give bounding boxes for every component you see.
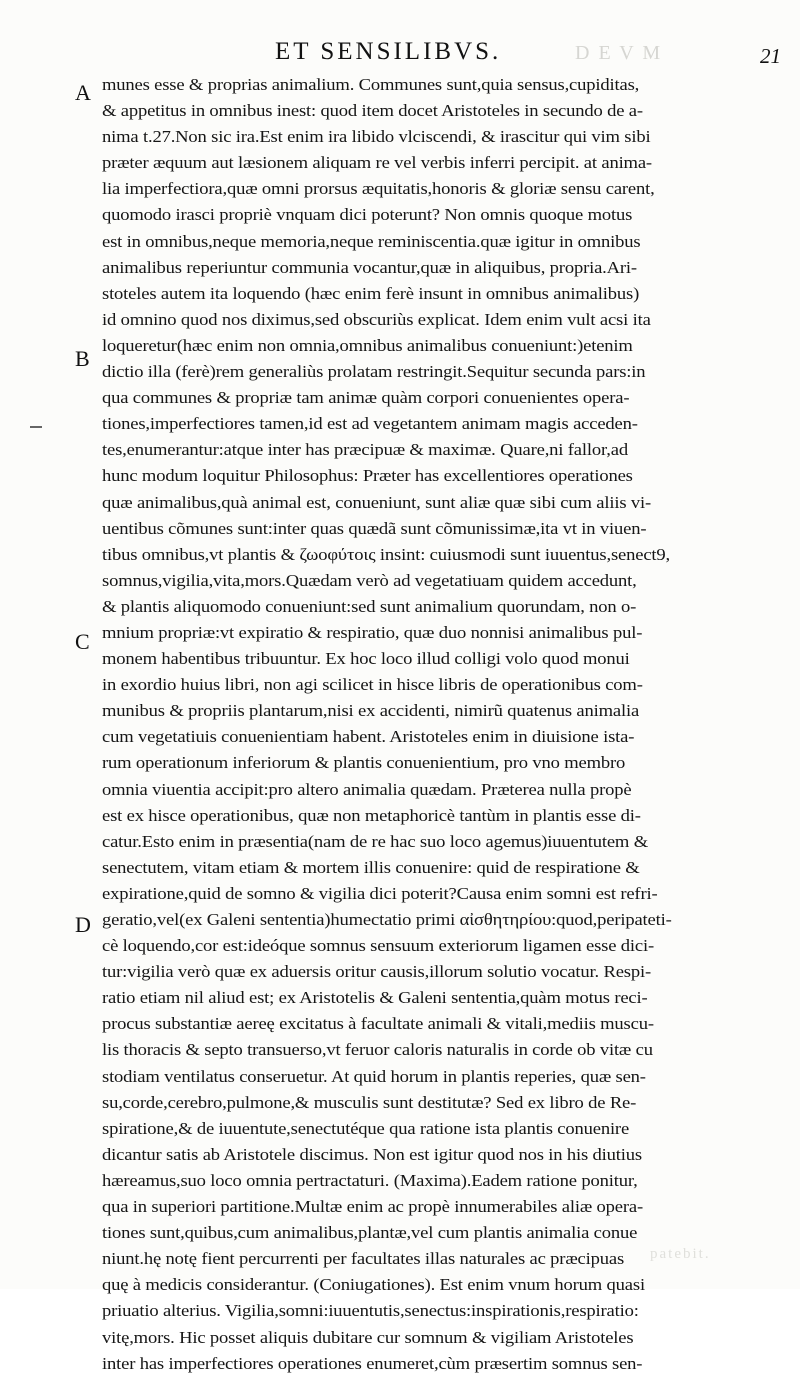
margin-mark xyxy=(30,426,42,428)
text-line: tur:vigilia verò quæ ex aduersis oritur causis,illorum solutio vocatur. Respi- xyxy=(102,962,652,982)
text-line: su,corde,cerebro,pulmone,& musculis sunt destitutæ? Sed ex libro de Re- xyxy=(102,1092,637,1112)
text-line: quę à medicis considerantur. (Coniugationes). Est enim vnum horum quasi xyxy=(102,1275,645,1295)
text-line: ratio etiam nil aliud est; ex Aristotelis & Galeni sententia,quàm motus reci- xyxy=(102,988,648,1008)
text-line: cè loquendo,cor est:ideóque somnus sensuum exteriorum ligamen esse dici- xyxy=(102,936,655,956)
text-line: hæreamus,suo loco omnia pertractaturi. (Maxima).Eadem ratione ponitur, xyxy=(102,1170,638,1190)
page-number: 21 xyxy=(760,44,781,68)
body-text xyxy=(102,72,730,1377)
text-line: procus substantiæ aereę excitatus à facultate animali & vitali,mediis muscu- xyxy=(102,1014,654,1034)
text-line: munes esse & proprias animalium. Communes sunt,quia sensus,cupiditas, xyxy=(102,75,640,94)
text-line: stodiam ventilatus conseruetur. At quid horum in plantis reperies, quæ sen- xyxy=(102,1066,646,1086)
text-line: monem habentibus tribuuntur. Ex hoc loco illud colligi volo quod monui xyxy=(102,649,630,669)
text-line: uentibus cõmunes sunt:inter quas quædã sunt cõmunissimæ,ita vt in viuen- xyxy=(102,518,647,538)
running-head: ET SENSILIBVS. xyxy=(275,38,502,65)
text-line: nima t.27.Non sic ira.Est enim ira libido vlciscendi, & irascitur qui vim sibi xyxy=(102,127,651,147)
text-line: geratio,vel(ex Galeni sententia)humectatio primi αἰσθητηρίου:quod,peripateti- xyxy=(102,910,672,929)
text-line: munibus & propriis plantarum,nisi ex accidenti, nimirũ quatenus animalia xyxy=(102,701,640,721)
text-line: tes,enumerantur:atque inter has præcipuæ & maximæ. Quare,ni fallor,ad xyxy=(102,440,628,460)
text-line: tiones,imperfectiores tamen,id est ad vegetantem animam magis acceden- xyxy=(102,414,638,434)
text-line: catur.Esto enim in præsentia(nam de re hac suo loco agemus)iuuentutem & xyxy=(102,831,648,851)
show-through-text: D E V M xyxy=(575,42,663,64)
text-line: lis thoracis & septo transuerso,vt feruor caloris naturalis in corde ob vitæ cu xyxy=(102,1040,653,1060)
text-line: vitę,mors. Hic posset aliquis dubitare cur somnum & vigiliam Aristoteles xyxy=(102,1327,634,1347)
text-line: est ex hisce operationibus, quæ non metaphoricè tantùm in plantis esse di- xyxy=(102,805,641,825)
text-line: lia imperfectiora,quæ omni prorsus æquitatis,honoris & gloriæ sensu carent, xyxy=(102,179,655,199)
text-line: est in omnibus,neque memoria,neque reminiscentia.quæ igitur in omnibus xyxy=(102,231,641,251)
margin-marker-c: C xyxy=(75,629,90,654)
text-line: mnium propriæ:vt expiratio & respiratio, quæ duo nonnisi animalibus pul- xyxy=(102,622,643,642)
text-line: spiratione,& de iuuentute,senectutéque qua ratione ista plantis conuenire xyxy=(102,1118,630,1138)
text-line: tiones sunt,quibus,cum animalibus,plantæ,vel cum plantis animalia conue xyxy=(102,1223,638,1243)
text-line: qua communes & propriæ tam animæ quàm corpori conuenientes opera- xyxy=(102,388,630,408)
text-line: quomodo irasci propriè vnquam dici poterunt? Non omnis quoque motus xyxy=(102,205,633,225)
text-line: loqueretur(hæc enim non omnia,omnibus animalibus conueniunt:)etenim xyxy=(102,335,633,355)
text-line: rum operationum inferiorum & plantis conuenientium, pro vno membro xyxy=(102,753,626,773)
text-line: dictio illa (ferè)rem generaliùs prolatam restringit.Sequitur secunda pars:in xyxy=(102,362,646,382)
text-line: tibus omnibus,vt plantis & ζωοφύτοις insint: cuiusmodi sunt iuuentus,senect9, xyxy=(102,544,671,564)
text-line: niunt.hę notę fient percurrenti per facultates illas naturales ac præcipuas xyxy=(102,1249,625,1269)
text-line: dicantur satis ab Aristotele discimus. Non est igitur quod nos in his diutius xyxy=(102,1144,642,1164)
text-line: qua in superiori partitione.Multæ enim ac propè innumerabiles aliæ opera- xyxy=(102,1197,644,1217)
text-line: stoteles autem ita loquendo (hæc enim ferè insunt in omnibus animalibus) xyxy=(102,283,640,303)
text-line: somnus,vigilia,vita,mors.Quædam verò ad vegetatiuam quidem accedunt, xyxy=(102,570,637,590)
text-line: & appetitus in omnibus inest: quod item docet Aristoteles in secundo de a- xyxy=(102,101,643,121)
text-line: inter has imperfectiores operationes enumeret,cùm præsertim somnus sen- xyxy=(102,1353,643,1373)
text-line: hunc modum loquitur Philosophus: Præter has excellentiores operationes xyxy=(102,466,633,486)
text-line: præter æquum aut læsionem aliquam re vel verbis inferri percipit. at anima- xyxy=(102,153,652,173)
text-line: id omnino quod nos diximus,sed obscuriùs explicat. Idem enim vult acsi ita xyxy=(102,309,651,329)
text-line: cum vegetatiuis conuenientiam habent. Aristoteles enim in diuisione ista- xyxy=(102,727,635,747)
text-line: senectutem, vitam etiam & mortem illis conuenire: quid de respiratione & xyxy=(102,857,640,877)
margin-marker-d: D xyxy=(75,912,91,937)
text-line: in exordio huius libri, non agi scilicet in hisce libris de operationibus com- xyxy=(102,675,643,695)
text-line: priuatio alterius. Vigilia,somni:iuuentutis,senectus:inspirationis,respiratio: xyxy=(102,1301,639,1321)
text-line: expiratione,quid de somno & vigilia dici poterit?Causa enim somni est refri- xyxy=(102,883,658,903)
text-line: quæ animalibus,quà animal est, conueniunt, sunt aliæ quæ sibi cum aliis vi- xyxy=(102,492,652,512)
margin-marker-a: A xyxy=(75,80,91,105)
text-line: animalibus reperiuntur communia vocantur,quæ in aliquibus, propria.Ari- xyxy=(102,257,637,277)
margin-marker-b: B xyxy=(75,346,90,371)
text-line: & plantis aliquomodo conueniunt:sed sunt animalium quorundam, non o- xyxy=(102,596,637,616)
text-line: omnia viuentia accipit:pro altero animalia quædam. Præterea nulla propè xyxy=(102,779,632,799)
page-header xyxy=(0,38,800,68)
show-through-text-bottom: patebit. xyxy=(650,1246,711,1262)
